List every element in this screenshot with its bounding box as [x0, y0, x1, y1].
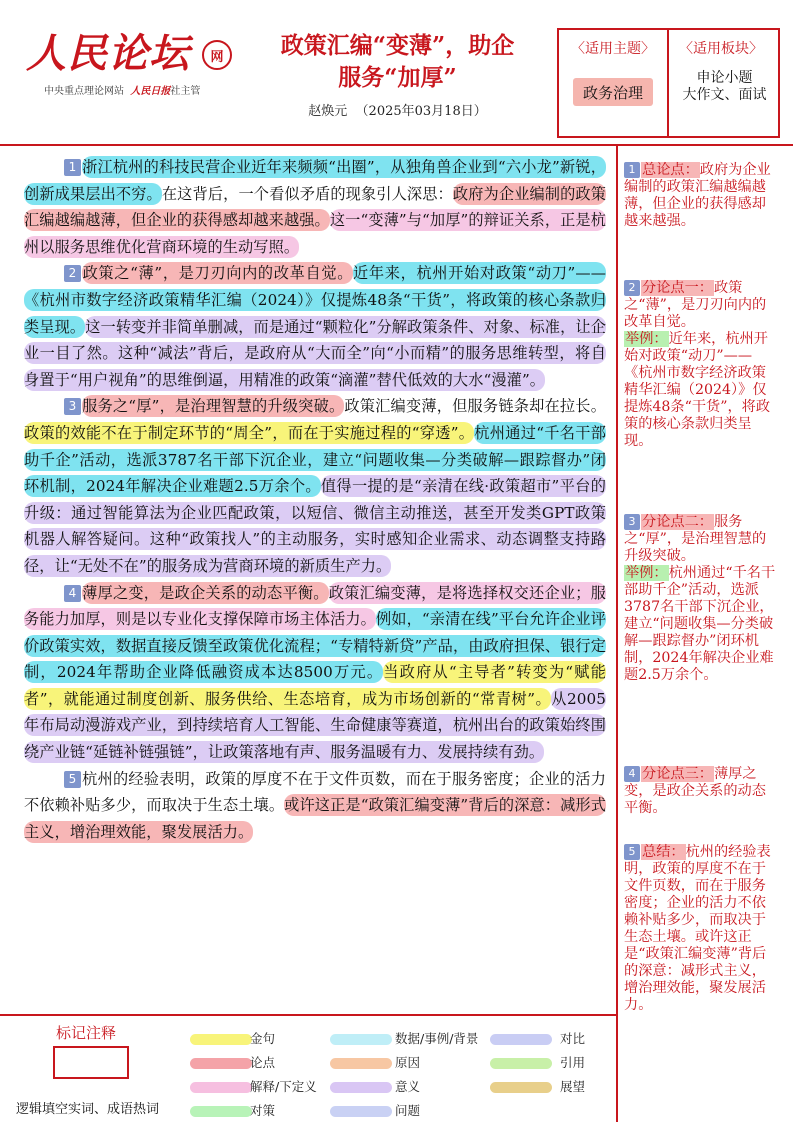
logo-badge-icon: 网 — [202, 40, 232, 70]
note-text: 政策之“薄”，是刀刃向内的改革自觉。 — [624, 280, 767, 330]
note-number: 2 — [624, 280, 640, 296]
legend-label: 原因 — [395, 1055, 421, 1070]
note-label: 总论点： — [642, 162, 699, 178]
legend-label: 展望 — [560, 1079, 586, 1094]
note-label: 分论点一： — [642, 280, 713, 296]
tagline-text: 中央重点理论网站 — [44, 86, 124, 97]
golden-sentence: 当政府从“主导者”转变为“赋能者”，就能通过制度创新、服务供给、生态培育，成为市场创新的“常青树”。 — [24, 663, 606, 708]
paragraph-number: 5 — [64, 771, 81, 788]
paragraph-1 — [24, 154, 606, 260]
argument-sentence: 薄厚之变，是政企关系的动态平衡。 — [82, 583, 329, 602]
meaning-sentence: 值得一提的是“亲清在线·政策超市”平台的升级：通过智能算法为企业匹配政策，以短信、微信主动推送，甚至开发类GPT政策机器人解答疑问。这种“政策找人”的主动服务，实时感知企业需求、动态调整支持路径，让“无处不在”的服务成为营商环境的新质生产力。 — [24, 477, 606, 575]
legend-swatch — [330, 1058, 392, 1069]
article-title — [240, 30, 555, 94]
argument-sentence: 政策之“薄”，是刀刃向内的改革自觉。 — [82, 264, 354, 283]
publish-date: （2025年03月18日） — [355, 104, 487, 119]
legend-swatch — [330, 1106, 392, 1117]
header-rule — [0, 144, 793, 146]
plain-sentence: 杭州的经验表明，政策的厚度不在于文件页数，而在于服务密度；企业的活力不依赖补贴多少，而取决于生态土壤。 — [24, 769, 606, 815]
legend-swatch — [190, 1106, 252, 1117]
legend-label: 对比 — [560, 1031, 586, 1046]
note-number: 3 — [624, 514, 640, 530]
note-number: 4 — [624, 766, 640, 782]
note-label: 分论点三： — [642, 766, 713, 782]
thesis-sentence: 政府为企业编制的政策汇编越编越薄，但企业的获得感却越来越强。 — [24, 184, 607, 230]
section-line-1: 申论小题 — [696, 70, 753, 86]
paragraph-5 — [24, 766, 606, 846]
legend-title: 标记注释 — [56, 1024, 117, 1042]
legend-label: 问题 — [395, 1103, 421, 1118]
legend-swatch — [330, 1082, 392, 1093]
legend-swatch — [330, 1034, 392, 1045]
paragraph-3 — [24, 393, 606, 579]
legend-swatch — [490, 1034, 552, 1045]
example-text: 杭州通过“千名干部助千企”活动，选派3787名干部下沉企业，建立“问题收集—分类破解—跟踪督办”闭环机制，2024年解决企业难题2.5万余个。 — [624, 565, 776, 683]
legend-footer: 逻辑填空实词、成语热词 — [16, 1102, 160, 1117]
note-3 — [624, 514, 780, 684]
data-sentence: 近年来，杭州开始对政策“动刀”——《杭州市数字经济政策精华汇编（2024）》仅提炼48条“干货”，将政策的核心条款归类呈现。 — [24, 264, 606, 336]
note-text: 薄厚之变，是政企关系的动态平衡。 — [624, 766, 766, 816]
legend-label: 数据/事例/背景 — [395, 1031, 479, 1046]
plain-sentence: 在这背后，一个看似矛盾的现象引人深思： — [161, 184, 453, 203]
section-line-2: 大作文、面试 — [682, 87, 767, 103]
note-number: 1 — [624, 162, 640, 178]
paragraph-number: 2 — [64, 265, 81, 282]
topic-box — [557, 28, 780, 138]
logo-tagline — [44, 82, 200, 97]
paragraph-number: 3 — [64, 398, 81, 415]
title-line-1: 政策汇编“变薄”，助企 — [280, 32, 515, 59]
example-label: 举例： — [625, 331, 668, 347]
note-2 — [624, 280, 780, 450]
note-1 — [624, 162, 780, 230]
paragraph-number: 4 — [64, 585, 81, 602]
argument-sentence: 服务之“厚”，是治理智慧的升级突破。 — [82, 397, 345, 416]
legend-label: 解释/下定义 — [250, 1079, 317, 1094]
title-line-2: 服务“加厚” — [338, 64, 457, 91]
paragraph-2 — [24, 260, 606, 393]
explanation-sentence: 政策汇编变薄，是将选择权交还企业；服务能力加厚，则是以专业化支撑保障市场主体活力。 — [24, 583, 606, 629]
data-sentence: 例如，“亲清在线”平台允许企业评价政策实效，数据直接反馈至政策优化流程；“专精特新贷”产品，由政府担保、银行定制，2024年帮助企业降低融资成本达8500万元。 — [24, 610, 606, 682]
explanation-sentence: 这一“变薄”与“加厚”的辩证关系，正是杭州以服务思维优化营商环境的生动写照。 — [24, 211, 607, 256]
legend-swatch — [490, 1058, 552, 1069]
owner-text: 社主管 — [170, 86, 201, 97]
column-divider — [616, 146, 618, 1122]
site-logo[interactable] — [26, 22, 236, 102]
conclusion-sentence: 或许这正是“政策汇编变薄”背后的深意：减形式主义，增治理效能，聚发展活力。 — [24, 796, 606, 841]
legend-swatch — [190, 1034, 252, 1045]
note-5 — [624, 844, 780, 1014]
author: 赵焕元 — [308, 104, 348, 119]
legend-swatch — [190, 1082, 252, 1093]
legend-label: 引用 — [560, 1055, 586, 1070]
meaning-sentence: 这一转变并非简单删减，而是通过“颗粒化”分解政策条件、对象、标准，让企业一目了然。这种“减法”背后，是政府从“大而全”向“小而精”的服务思维转型，将自身置于“用户视角”的思维倒逼，用精准的政策“滴灌”替代低效的大水“漫灌”。 — [24, 317, 606, 389]
legend-swatch — [490, 1082, 552, 1093]
legend-label: 对策 — [250, 1103, 276, 1118]
golden-sentence: 政策的效能不在于制定环节的“周全”，而在于实施过程的“穿透”。 — [24, 423, 475, 442]
note-label: 分论点二： — [642, 514, 713, 530]
note-text: 政府为企业编制的政策汇编越编越薄，但企业的获得感却越来越强。 — [624, 162, 771, 229]
example-label: 举例： — [625, 565, 668, 581]
theme-tag: 政务治理 — [573, 78, 653, 106]
note-number: 5 — [624, 844, 640, 860]
data-sentence: 浙江杭州的科技民营企业近年来频频“出圈”，从独角兽企业到“六小龙”新锐，创新成果层出不穷。 — [24, 158, 606, 203]
logo-wordmark: 人民论坛 — [26, 30, 190, 77]
article-body — [24, 154, 606, 845]
note-text: 服务之“厚”，是治理智慧的升级突破。 — [624, 514, 767, 564]
plain-sentence: 政策汇编变薄，但服务链条却在拉长。 — [344, 397, 606, 416]
theme-header: 〈适用主题〉 — [571, 41, 655, 57]
legend-label: 金句 — [250, 1031, 276, 1046]
example-text: 近年来，杭州开始对政策“动刀”——《杭州市数字经济政策精华汇编（2024）》仅提炼48条“干货”，将政策的核心条款归类呈现。 — [624, 331, 771, 449]
byline — [240, 100, 555, 119]
legend-label: 意义 — [395, 1079, 421, 1094]
paragraph-4 — [24, 580, 606, 766]
section-value — [669, 70, 780, 104]
note-text: 杭州的经验表明，政策的厚度不在于文件页数，而在于服务密度；企业的活力不依赖补贴多少，而取决于生态土壤。或许这正是“政策汇编变薄”背后的深意：减形式主义，增治理效能，聚发展活力。 — [624, 844, 771, 1013]
data-sentence: 杭州通过“千名干部助千企”活动，选派3787名干部下沉企业，建立“问题收集—分类破解—跟踪督办”闭环机制，2024年解决企业难题2.5万余个。 — [24, 423, 606, 496]
section-header: 〈适用板块〉 — [679, 41, 763, 57]
legend-label: 论点 — [250, 1055, 276, 1070]
legend-blank-box — [53, 1046, 129, 1079]
legend-swatch — [190, 1058, 252, 1069]
rmrb-mark: 人民日报 — [130, 86, 171, 97]
legend-rule — [0, 1014, 616, 1016]
paragraph-number: 1 — [64, 159, 81, 176]
note-4 — [624, 766, 780, 817]
meaning-sentence: 从2005年布局动漫游戏产业，到持续培育人工智能、生命健康等赛道，杭州出台的政策始终围绕产业链“延链补链强链”，让政策落地有声、服务温暖有力、发展持续有劲。 — [24, 689, 607, 762]
note-label: 总结： — [642, 844, 685, 860]
